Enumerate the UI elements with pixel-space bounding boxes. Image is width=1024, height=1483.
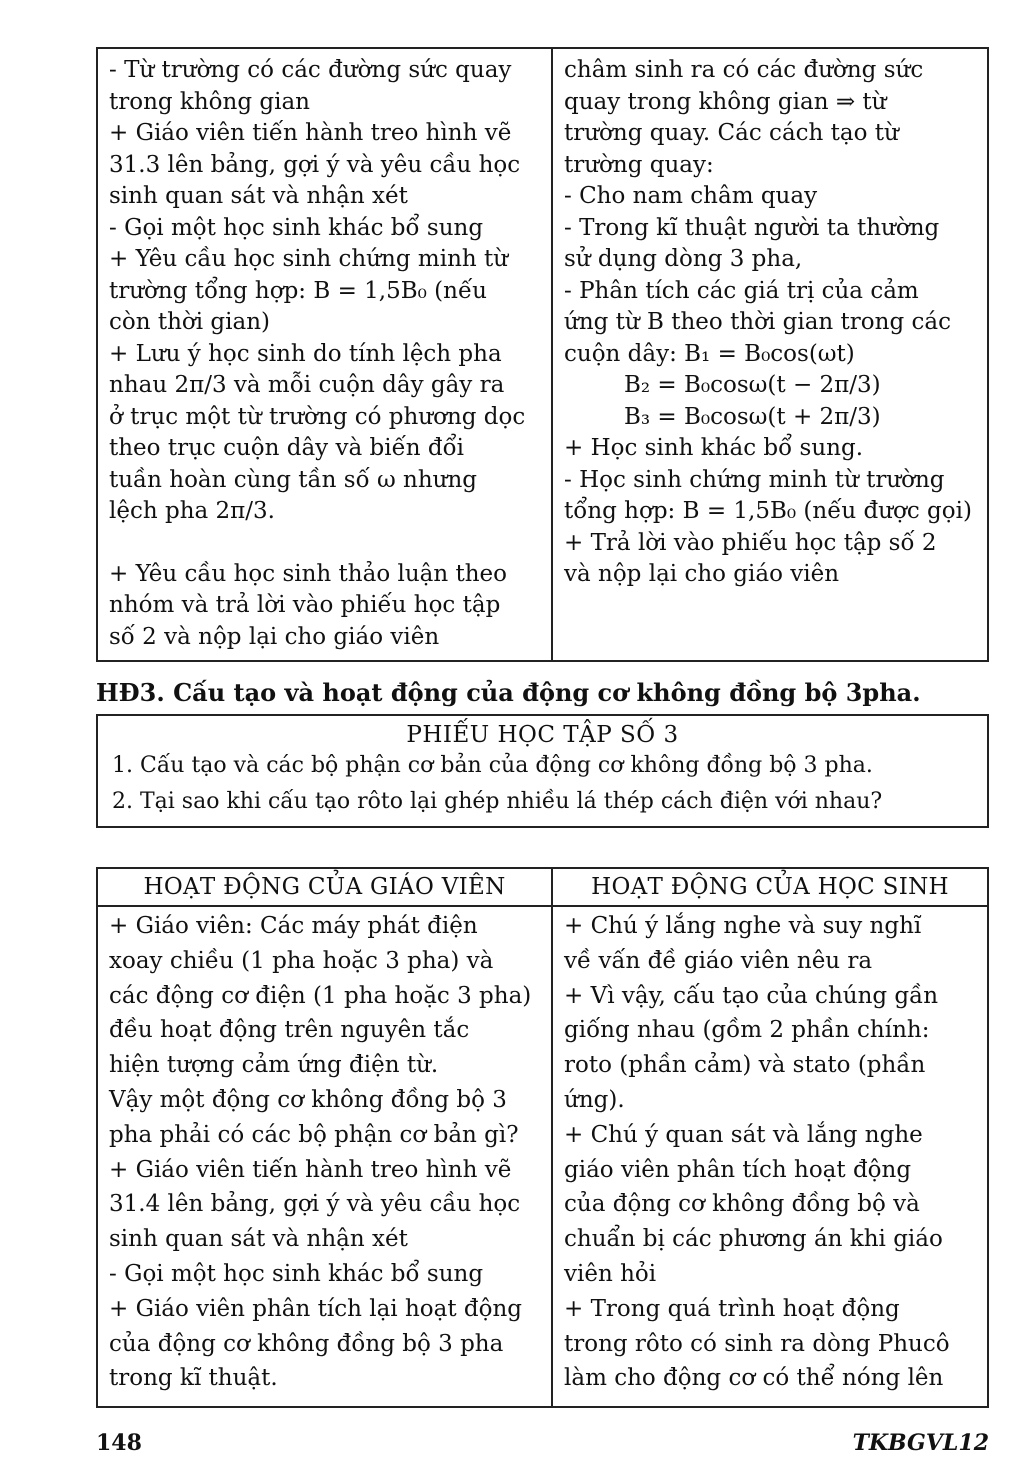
- worksheet-box: [96, 714, 989, 828]
- teacher-column-text: [98, 907, 551, 1396]
- text-line: lệch pha 2π/3.: [109, 498, 275, 524]
- page-number: 148: [96, 1430, 142, 1456]
- text-line: nhóm và trả lời vào phiếu học tập: [109, 592, 501, 618]
- text-line: theo trục cuộn dây và biến đổi: [109, 435, 464, 461]
- text-line: trong không gian: [109, 88, 310, 115]
- teacher-activity-text: [98, 49, 551, 653]
- text-line: + Giáo viên tiến hành treo hình vẽ: [109, 1156, 512, 1183]
- text-line: hiện tượng cảm ứng điện từ.: [109, 1052, 439, 1079]
- text-line: + Giáo viên phân tích lại hoạt động: [109, 1295, 523, 1322]
- text-line: - Từ trường có các đường sức quay: [109, 57, 512, 83]
- text-line: trong rôto có sinh ra dòng Phucô: [564, 1330, 950, 1357]
- text-line: viên hỏi: [564, 1260, 657, 1287]
- worksheet-title: PHIẾU HỌC TẬP SỐ 3: [406, 722, 679, 748]
- text-line: giáo viên phân tích hoạt động: [564, 1156, 912, 1183]
- student-column-text: [553, 907, 987, 1396]
- text-line: + Yêu cầu học sinh chứng minh từ: [109, 246, 509, 272]
- section-heading: HĐ3. Cấu tạo và hoạt động của động cơ không đồng bộ 3pha.: [96, 678, 921, 707]
- teacher-column: [98, 869, 553, 1406]
- header-divider: [553, 905, 987, 907]
- text-line: trường quay. Các cách tạo từ: [564, 120, 899, 146]
- header-divider: [98, 905, 551, 907]
- text-line: + Vì vậy, cấu tạo của chúng gần: [564, 982, 939, 1009]
- text-line: + Học sinh khác bổ sung.: [564, 435, 863, 461]
- text-line: ứng từ B theo thời gian trong các: [564, 309, 951, 335]
- text-line: ở trục một từ trường có phương dọc: [109, 403, 526, 430]
- activity-table-top: [96, 47, 989, 662]
- text-line: số 2 và nộp lại cho giáo viên: [109, 623, 440, 650]
- text-line: còn thời gian): [109, 309, 270, 335]
- text-line: B₂ = B₀cosω(t − 2π/3): [624, 372, 881, 398]
- text-line: pha phải có các bộ phận cơ bản gì?: [109, 1121, 519, 1148]
- text-line: của động cơ không đồng bộ 3 pha: [109, 1330, 504, 1357]
- text-line: - Trong kĩ thuật người ta thường: [564, 214, 940, 241]
- text-line: + Trong quá trình hoạt động: [564, 1295, 900, 1322]
- text-line: roto (phần cảm) và stato (phần: [564, 1052, 926, 1079]
- text-line: chuẩn bị các phương án khi giáo: [564, 1226, 943, 1253]
- text-line: ứng).: [564, 1086, 625, 1113]
- text-line: và nộp lại cho giáo viên: [564, 561, 840, 587]
- text-line: của động cơ không đồng bộ và: [564, 1191, 920, 1218]
- text-line: làm cho động cơ có thể nóng lên: [564, 1365, 944, 1392]
- text-line: về vấn đề giáo viên nêu ra: [564, 947, 873, 974]
- text-line: sử dụng dòng 3 pha,: [564, 246, 803, 272]
- text-line: Vậy một động cơ không đồng bộ 3: [109, 1086, 507, 1113]
- text-line: xoay chiều (1 pha hoặc 3 pha) và: [109, 947, 494, 974]
- teacher-activity-column: [98, 49, 553, 660]
- text-line: - Cho nam châm quay: [564, 183, 818, 209]
- student-activity-column: [553, 49, 987, 660]
- text-line: cuộn dây: B₁ = B₀cos(ωt): [564, 340, 855, 367]
- text-line: các động cơ điện (1 pha hoặc 3 pha): [109, 982, 532, 1009]
- student-column-header: HOẠT ĐỘNG CỦA HỌC SINH: [591, 874, 949, 900]
- text-line: trong kĩ thuật.: [109, 1365, 278, 1392]
- worksheet-question-1: 1. Cấu tạo và các bộ phận cơ bản của động cơ không đồng bộ 3 pha.: [112, 753, 873, 778]
- text-line: 31.3 lên bảng, gợi ý và yêu cầu học: [109, 151, 521, 178]
- text-line: 31.4 lên bảng, gợi ý và yêu cầu học: [109, 1191, 521, 1218]
- text-line: châm sinh ra có các đường sức: [564, 57, 924, 83]
- text-line: tổng hợp: B = 1,5B₀ (nếu được gọi): [564, 498, 972, 524]
- text-line: + Chú ý quan sát và lắng nghe: [564, 1121, 923, 1148]
- text-line: trường quay:: [564, 151, 714, 178]
- text-line: + Trả lời vào phiếu học tập số 2: [564, 529, 937, 556]
- page-footer: [96, 1430, 989, 1460]
- text-line: trường tổng hợp: B = 1,5B₀ (nếu: [109, 277, 487, 304]
- text-line: + Giáo viên: Các máy phát điện: [109, 913, 478, 939]
- text-line: - Học sinh chứng minh từ trường: [564, 466, 945, 493]
- book-code: TKBGVL12: [852, 1430, 989, 1456]
- text-line: nhau 2π/3 và mỗi cuộn dây gây ra: [109, 372, 505, 398]
- text-line: + Chú ý lắng nghe và suy nghĩ: [564, 913, 922, 939]
- text-line: tuần hoàn cùng tần số ω nhưng: [109, 466, 477, 493]
- text-line: - Phân tích các giá trị của cảm: [564, 277, 919, 304]
- activity-table-bottom: [96, 867, 989, 1408]
- text-line: + Giáo viên tiến hành treo hình vẽ: [109, 120, 512, 146]
- teacher-column-header: HOẠT ĐỘNG CỦA GIÁO VIÊN: [143, 874, 506, 900]
- text-line: đều hoạt động trên nguyên tắc: [109, 1017, 470, 1044]
- text-line: - Gọi một học sinh khác bổ sung: [109, 1260, 484, 1287]
- student-column: [553, 869, 987, 1406]
- text-line: quay trong không gian ⇒ từ: [564, 88, 887, 115]
- text-line: + Yêu cầu học sinh thảo luận theo: [109, 560, 507, 587]
- text-line: giống nhau (gồm 2 phần chính:: [564, 1017, 930, 1044]
- text-line: + Lưu ý học sinh do tính lệch pha: [109, 340, 502, 367]
- text-line: - Gọi một học sinh khác bổ sung: [109, 214, 484, 241]
- text-line: sinh quan sát và nhận xét: [109, 183, 408, 209]
- text-line: sinh quan sát và nhận xét: [109, 1226, 408, 1253]
- worksheet-question-2: 2. Tại sao khi cấu tạo rôto lại ghép nhiều lá thép cách điện với nhau?: [112, 789, 883, 814]
- text-line: B₃ = B₀cosω(t + 2π/3): [624, 403, 881, 430]
- student-activity-text: [553, 49, 987, 591]
